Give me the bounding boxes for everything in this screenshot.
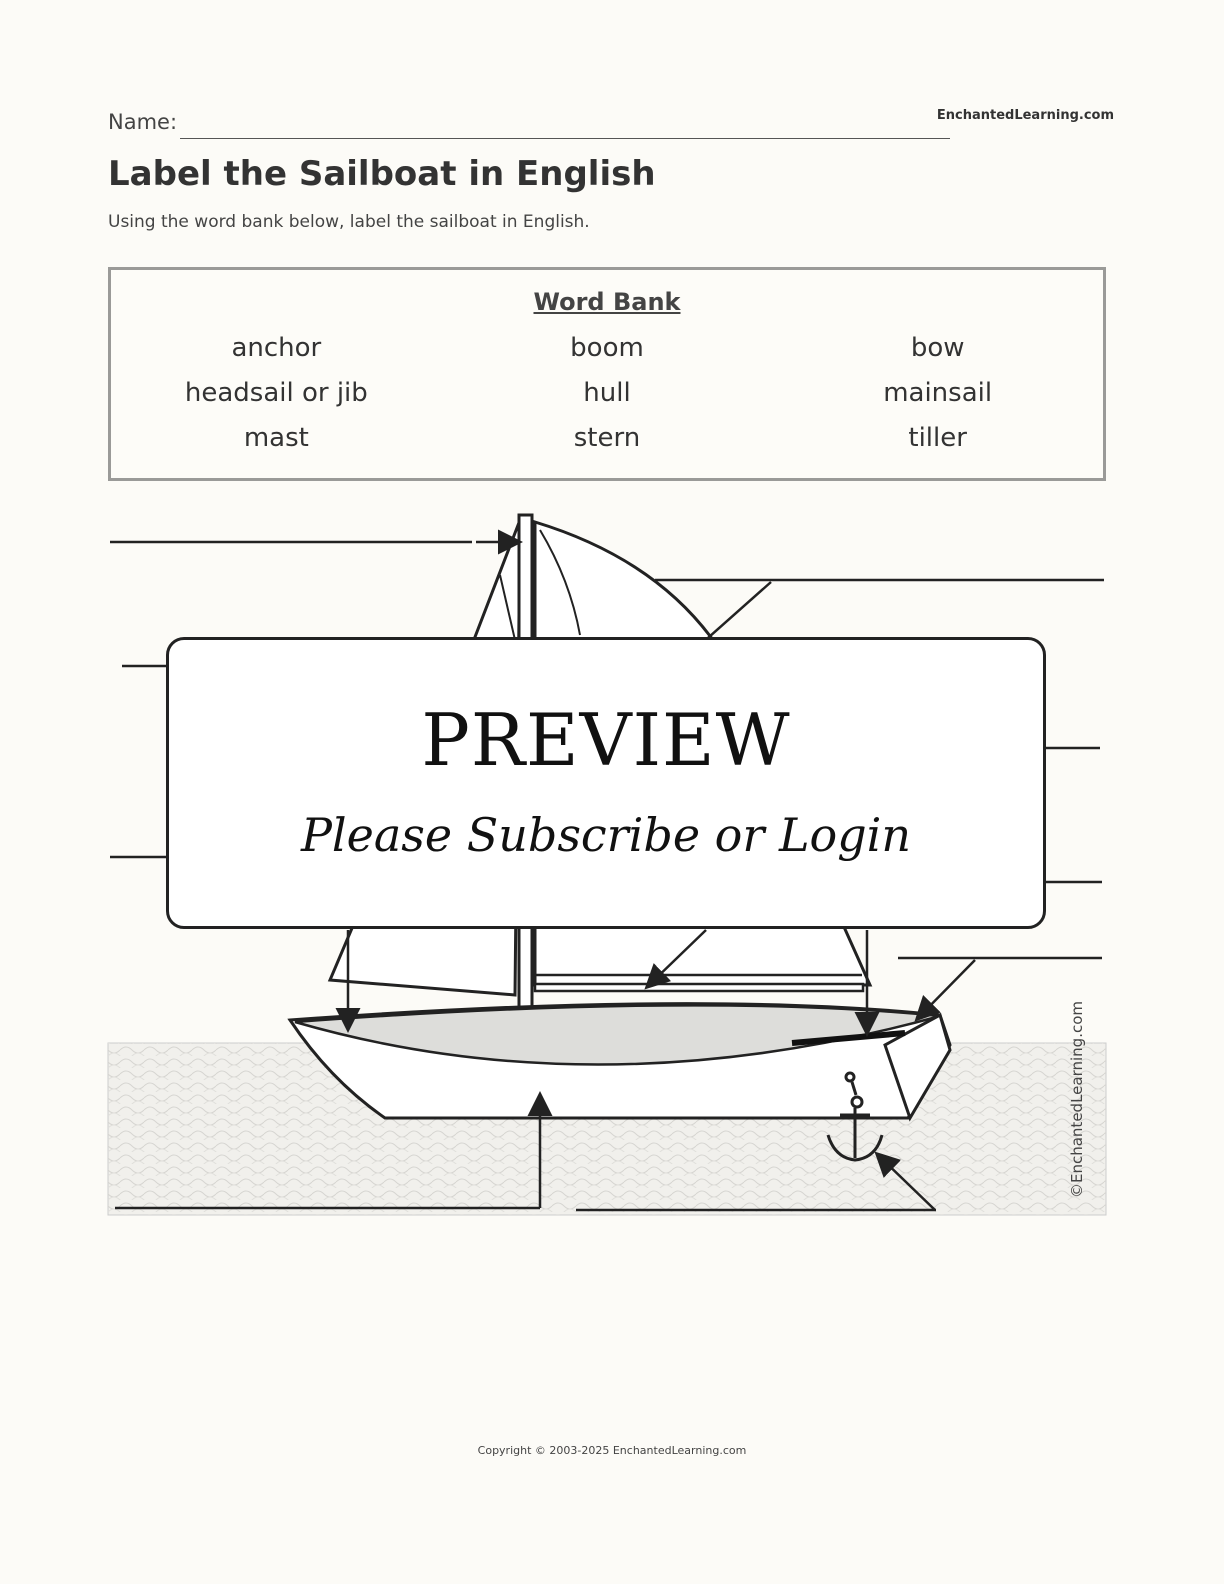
name-field-row bbox=[108, 108, 950, 140]
subscribe-login-prompt[interactable]: Please Subscribe or Login bbox=[300, 808, 912, 862]
brand-link[interactable]: EnchantedLearning.com bbox=[936, 108, 1114, 123]
word-bank bbox=[108, 267, 1106, 481]
word-bank-item: stern bbox=[573, 423, 641, 453]
page-title: Label the Sailboat in English bbox=[108, 154, 656, 194]
word-bank-item: boom bbox=[570, 333, 644, 363]
instructions: Using the word bank below, label the sailboat in English. bbox=[108, 212, 590, 232]
word-bank-item: bow bbox=[910, 333, 965, 363]
preview-title: PREVIEW bbox=[421, 698, 791, 782]
name-label: Name: bbox=[108, 110, 178, 134]
word-bank-item: headsail or jib bbox=[184, 378, 368, 408]
copyright: Copyright © 2003-2025 EnchantedLearning.com bbox=[477, 1444, 747, 1457]
word-bank-item: mast bbox=[243, 423, 309, 453]
diagram-watermark: ©EnchantedLearning.com bbox=[1068, 1001, 1086, 1198]
word-bank-item: hull bbox=[583, 378, 631, 408]
name-blank-line[interactable] bbox=[180, 138, 950, 139]
word-bank-item: mainsail bbox=[883, 378, 993, 408]
word-bank-item: anchor bbox=[231, 333, 322, 363]
word-bank-item: tiller bbox=[908, 423, 967, 453]
word-bank-heading: Word Bank bbox=[533, 288, 681, 316]
word-bank-grid bbox=[111, 332, 1103, 455]
preview-overlay[interactable] bbox=[166, 637, 1046, 929]
